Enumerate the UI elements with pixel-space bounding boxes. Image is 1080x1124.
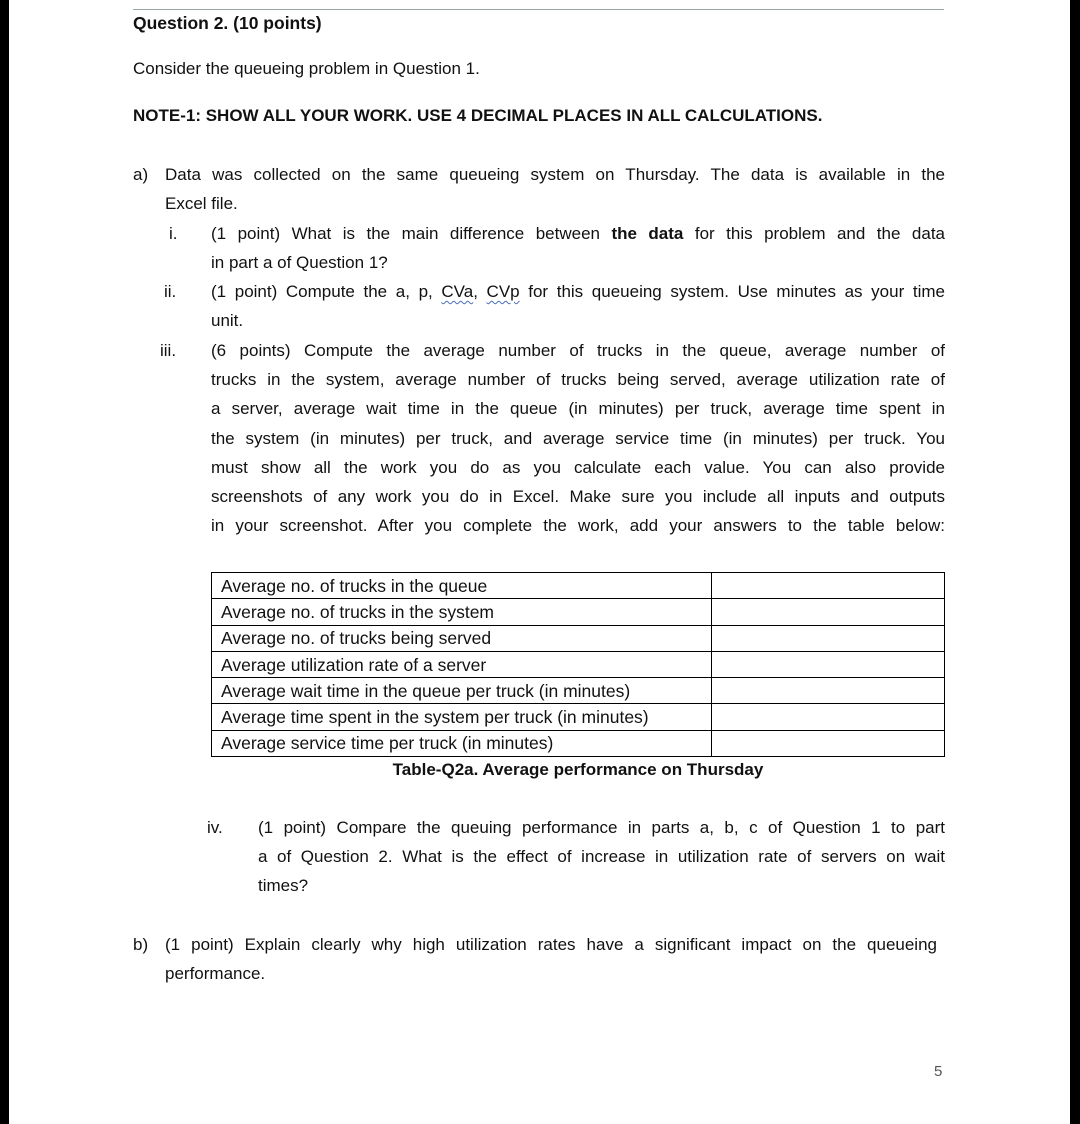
bold-text: the data [611,224,684,243]
item-iii-line: (6 points) Compute the average number of trucks in the queue, average number of [211,341,945,360]
row-value [712,651,945,677]
intro-text: Consider the queueing problem in Question 1. [133,59,480,78]
page-number: 5 [934,1063,943,1080]
row-label: Average no. of trucks being served [212,625,712,651]
part-b-line: performance. [165,964,266,983]
item-iii-line: a server, average wait time in the queue (in minutes) per truck, average time spent in [211,399,945,418]
item-iii-line: must show all the work you do as you calculate each value. You can also provide [211,458,945,477]
row-value [712,599,945,625]
item-i-marker: i. [169,224,178,243]
table-row [212,599,945,625]
part-b-marker: b) [133,935,149,954]
part-a-marker: a) [133,165,149,184]
text: , [473,282,487,301]
performance-table [211,572,945,757]
text: for this queueing system. Use minutes as your time [519,282,945,301]
row-value [712,625,945,651]
item-iii-line: trucks in the system, average number of trucks being served, average utilization rate of [211,370,945,389]
item-iv-line: (1 point) Compare the queuing performance in parts a, b, c of Question 1 to part [258,818,945,837]
part-a-line: Data was collected on the same queueing system on Thursday. The data is available in the [165,165,945,184]
item-ii-line: unit. [211,311,244,330]
table-row [212,730,945,756]
question-heading: Question 2. (10 points) [133,13,322,33]
row-label: Average no. of trucks in the system [212,599,712,625]
table-row [212,678,945,704]
text: for this problem and the data [683,224,945,243]
row-label: Average no. of trucks in the queue [212,573,712,599]
item-iii-line: screenshots of any work you do in Excel. Make sure you include all inputs and outputs [211,487,945,506]
item-iv-marker: iv. [207,818,223,837]
table-row [212,651,945,677]
item-iii-line: in your screenshot. After you complete the work, add your answers to the table below: [211,516,945,535]
item-i-line [211,223,945,245]
row-value [712,704,945,730]
text: (1 point) Compute the a, p, [211,282,442,301]
item-ii-line [211,281,945,303]
item-iii-line: the system (in minutes) per truck, and average service time (in minutes) per truck. You [211,429,945,448]
row-label: Average time spent in the system per truck (in minutes) [212,704,712,730]
row-value [712,730,945,756]
table-row [212,704,945,730]
text: (1 point) What is the main difference between [211,224,612,243]
spellcheck-cva: CVa [441,282,474,301]
item-iii-marker: iii. [160,341,177,360]
part-a-line: Excel file. [165,194,238,213]
note-text: NOTE-1: SHOW ALL YOUR WORK. USE 4 DECIMAL PLACES IN ALL CALCULATIONS. [133,106,823,125]
right-dark-border [1070,0,1080,1124]
table-row [212,573,945,599]
row-value [712,573,945,599]
row-label: Average utilization rate of a server [212,651,712,677]
table-row [212,625,945,651]
table-caption: Table-Q2a. Average performance on Thursday [392,760,764,779]
row-label: Average service time per truck (in minutes) [212,730,712,756]
left-dark-border [0,0,9,1124]
row-value [712,678,945,704]
item-ii-marker: ii. [164,282,177,301]
item-iv-line: a of Question 2. What is the effect of increase in utilization rate of servers on wait [258,847,945,866]
header-rule [133,9,944,10]
spellcheck-cvp: CVp [486,282,520,301]
item-i-line: in part a of Question 1? [211,253,388,272]
item-iv-line: times? [258,876,309,895]
part-b-line: (1 point) Explain clearly why high utilization rates have a significant impact on the queueing [165,935,937,954]
row-label: Average wait time in the queue per truck (in minutes) [212,678,712,704]
